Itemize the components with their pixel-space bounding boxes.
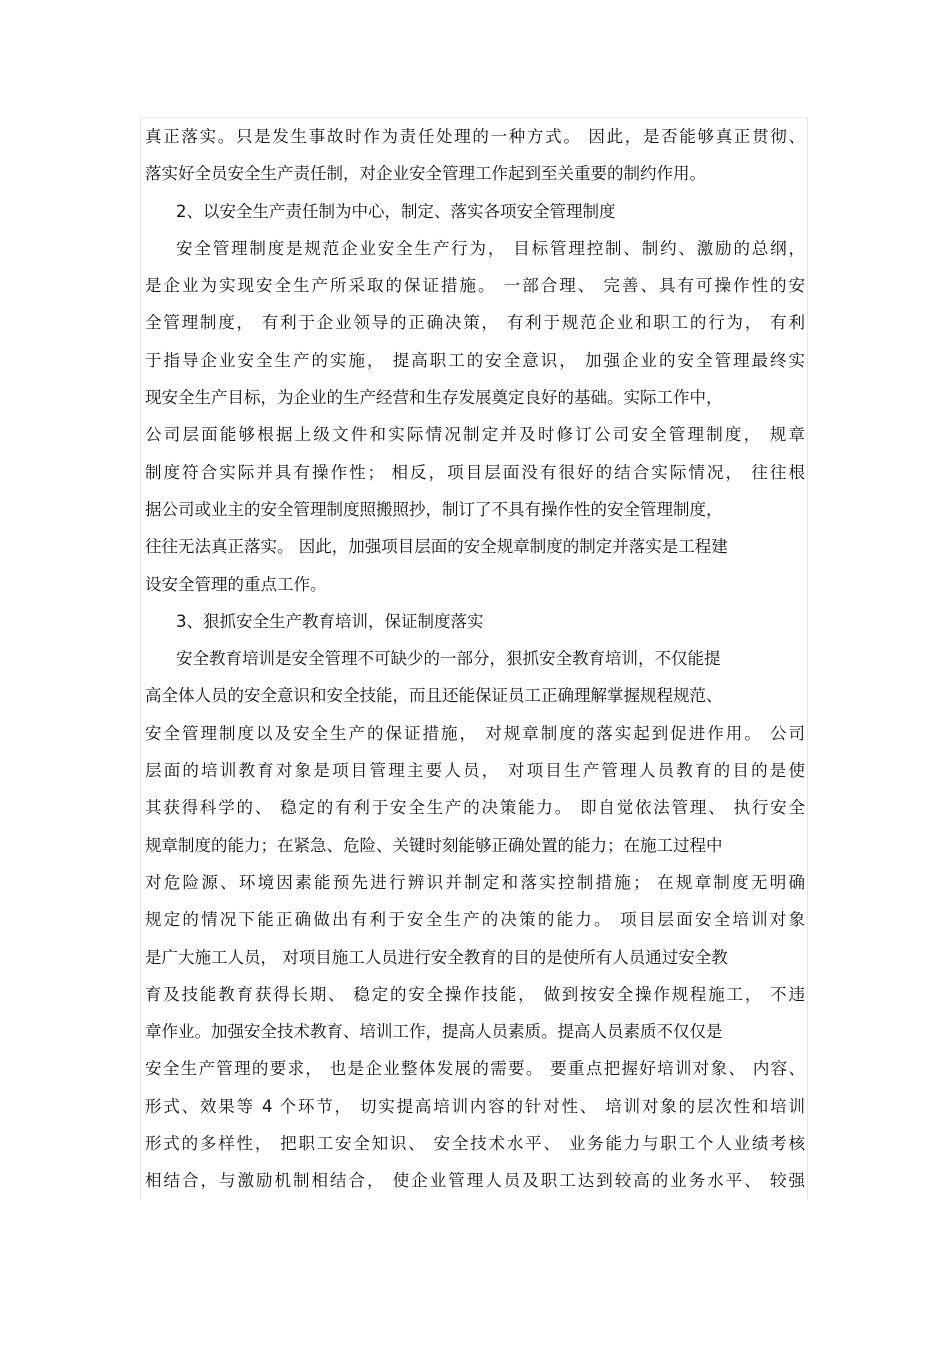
text-line-24: 育及技能教育获得长期、 稳定的安全操作技能， 做到按安全操作规程施工， 不违	[145, 984, 805, 1004]
text-line-6: 全管理制度， 有利于企业领导的正确决策， 有利于规范企业和职工的行为， 有利	[145, 313, 805, 333]
text-line-8: 现安全生产目标，为企业的生产经营和生存发展奠定良好的基础。实际工作中，	[145, 388, 723, 408]
document-body	[145, 118, 805, 1200]
text-line-1: 真正落实。只是发生事故时作为责任处理的一种方式。 因此，是否能够真正贯彻、	[145, 127, 805, 146]
text-line-27: 形式、效果等 4 个环节， 切实提高培训内容的针对性、 培训对象的层次性和培训	[145, 1096, 805, 1116]
text-line-23: 是广大施工人员， 对项目施工人员进行安全教育的目的是使所有人员通过安全教	[145, 947, 728, 967]
text-line-7: 于指导企业安全生产的实施， 提高职工的安全意识， 加强企业的安全管理最终实	[145, 350, 805, 370]
text-line-20: 规章制度的能力；在紧急、危险、关键时刻能够正确处置的能力；在施工过程中	[145, 835, 723, 855]
text-line-28: 形式的多样性， 把职工安全知识、 安全技术水平、 业务能力与职工个人业绩考核	[145, 1134, 805, 1154]
section-heading-3: 3、狠抓安全生产教育培训，保证制度落实	[176, 611, 484, 631]
text-line-5: 是企业为实现安全生产所采取的保证措施。 一部合理、 完善、具有可操作性的安	[145, 276, 805, 296]
text-line-2: 落实好全员安全生产责任制，对企业安全管理工作起到至关重要的制约作用。	[145, 164, 706, 184]
text-line-9: 公司层面能够根据上级文件和实际情况制定并及时修订公司安全管理制度， 规章	[145, 425, 805, 445]
text-line-17: 安全管理制度以及安全生产的保证措施， 对规章制度的落实起到促进作用。 公司	[145, 723, 805, 743]
text-line-16: 高全体人员的安全意识和安全技能，而且还能保证员工正确理解掌握规程规范、	[145, 686, 723, 706]
text-line-29: 相结合，与激励机制相结合， 使企业管理人员及职工达到较高的业务水平、 较强	[145, 1171, 805, 1191]
text-line-21: 对危险源、环境因素能预先进行辨识并制定和落实控制措施； 在规章制度无明确	[145, 872, 805, 892]
text-line-11: 据公司或业主的安全管理制度照搬照抄，制订了不具有操作性的安全管理制度，	[145, 499, 723, 519]
text-line-22: 规定的情况下能正确做出有利于安全生产的决策的能力。 项目层面安全培训对象	[145, 910, 805, 930]
text-line-10: 制度符合实际并具有操作性； 相反，项目层面没有很好的结合实际情况， 往往根	[145, 462, 805, 482]
text-line-13: 设安全管理的重点工作。	[145, 574, 327, 594]
text-line-25: 章作业。加强安全技术教育、培训工作，提高人员素质。提高人员素质不仅仅是	[145, 1022, 723, 1042]
text-line-15: 安全教育培训是安全管理不可缺少的一部分，狠抓安全教育培训，不仅能提	[176, 649, 721, 669]
text-line-19: 其获得科学的、 稳定的有利于安全生产的决策能力。 即自觉依法管理、 执行安全	[145, 798, 805, 818]
text-line-4: 安全管理制度是规范企业安全生产行为， 目标管理控制、制约、激励的总纲，	[176, 238, 805, 258]
section-heading-2: 2、以安全生产责任制为中心，制定、落实各项安全管理制度	[176, 201, 616, 221]
text-line-12: 往往无法真正落实。 因此，加强项目层面的安全规章制度的制定并落实是工程建	[145, 537, 728, 557]
text-line-26: 安全生产管理的要求， 也是企业整体发展的需要。 要重点把握好培训对象、 内容、	[145, 1059, 805, 1079]
text-line-18: 层面的培训教育对象是项目管理主要人员， 对项目生产管理人员教育的目的是使	[145, 761, 805, 781]
